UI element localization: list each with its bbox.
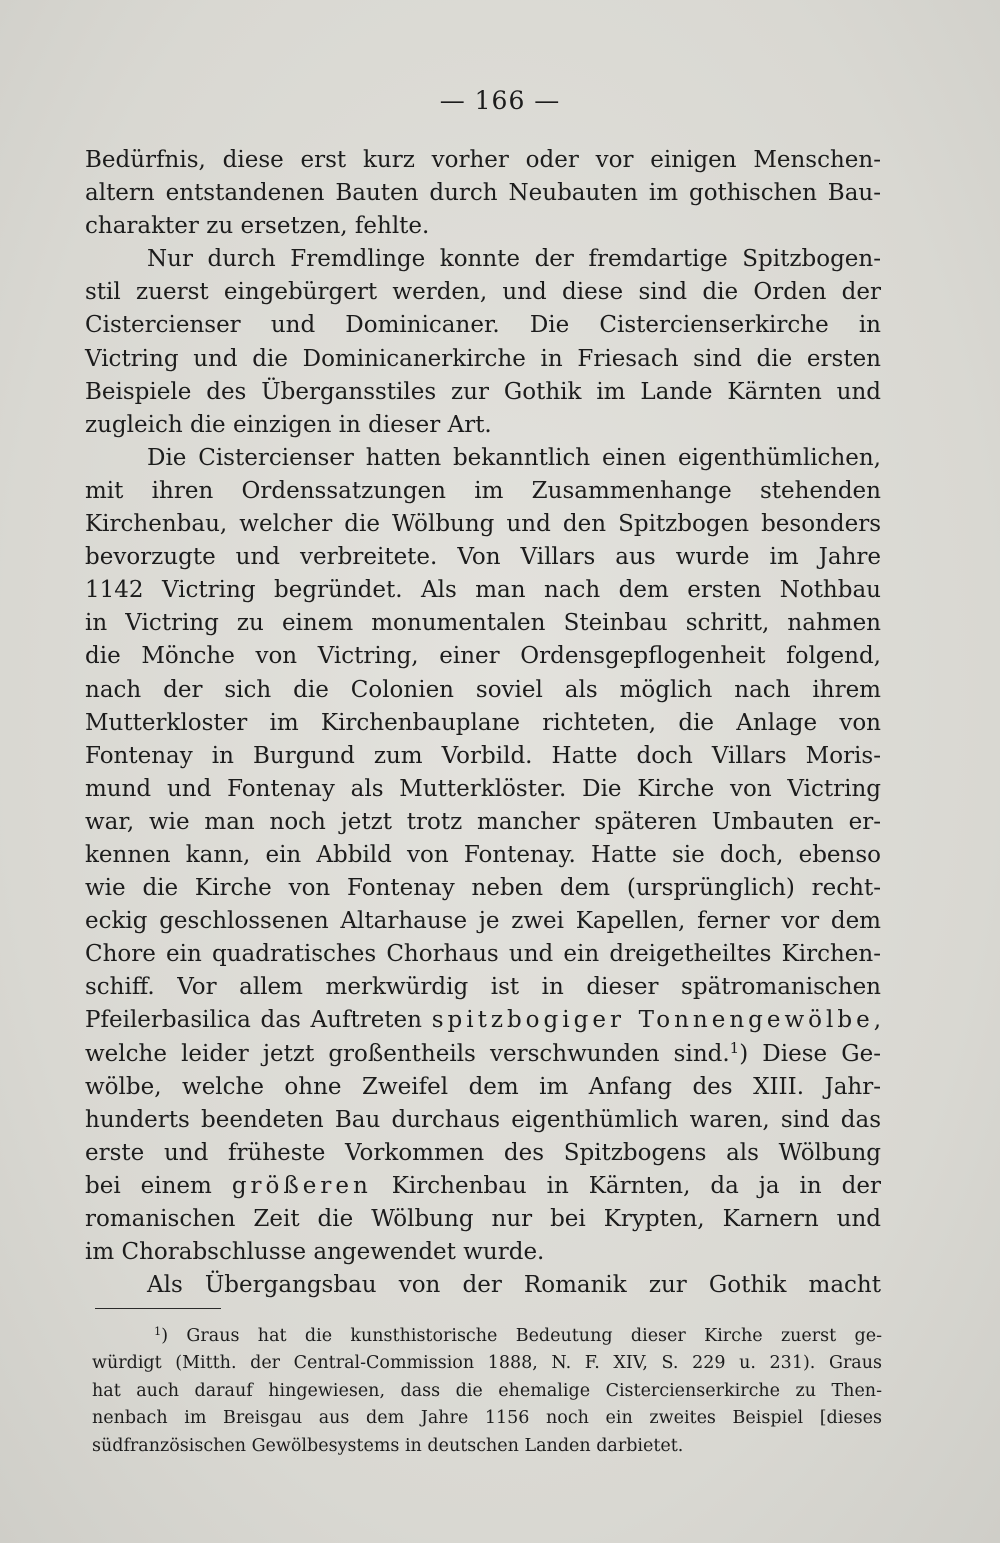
text-line: erste und früheste Vorkommen des Spitzbogens als Wölbung <box>85 1139 881 1166</box>
emphasized-text: größeren <box>231 1172 372 1199</box>
footnote-line: nenbach im Breisgau aus dem Jahre 1156 noch ein zweites Beispiel [dieses <box>92 1408 882 1429</box>
text-line: Die Cistercienser hatten bekanntlich einen eigenthümlichen, <box>147 444 881 471</box>
text-line: stil zuerst eingebürgert werden, und diese sind die Orden der <box>85 279 881 306</box>
text-segment: ) Graus hat die kunsthistorische Bedeutung dieser Kirche zuerst ge- <box>161 1326 882 1346</box>
emphasized-text: spitzbogiger Tonnengewölbe <box>431 1007 874 1034</box>
text-line <box>85 1004 881 1037</box>
page-number: — 166 — <box>439 86 561 115</box>
text-line: romanischen Zeit die Wölbung nur bei Krypten, Karnern und <box>85 1206 881 1232</box>
text-line: wie die Kirche von Fontenay neben dem (ursprünglich) recht- <box>85 875 881 902</box>
text-line: 1142 Victring begründet. Als man nach dem ersten Nothbau <box>85 577 881 604</box>
footnote-divider <box>95 1308 221 1309</box>
text-line: Fontenay in Burgund zum Vorbild. Hatte doch Villars Moris- <box>85 742 881 769</box>
text-line: nach der sich die Colonien soviel als möglich nach ihrem <box>85 676 881 703</box>
text-segment: Pfeilerbasilica das Auftreten <box>85 1007 432 1034</box>
text-line: Als Übergangsbau von der Romanik zur Gothik macht <box>147 1272 881 1299</box>
footnote-line <box>92 1323 882 1350</box>
text-line: schiff. Vor allem merkwürdig ist in dieser spätromanischen <box>85 974 881 1001</box>
text-line: mund und Fontenay als Mutterklöster. Die Kirche von Victring <box>85 775 881 802</box>
text-line: eckig geschlossenen Altarhause je zwei Kapellen, ferner vor dem <box>85 908 881 935</box>
footnote-line: hat auch darauf hingewiesen, dass die ehemalige Cistercienserkirche zu Then- <box>92 1380 882 1401</box>
text-segment: bei einem <box>85 1172 232 1199</box>
footnote <box>92 1323 882 1460</box>
text-line: die Mönche von Victring, einer Ordensgepflogenheit folgend, <box>85 643 881 670</box>
text-segment: Kirchenbau in Kärnten, da ja in der <box>371 1172 881 1199</box>
footnote-marker: 1 <box>154 1323 162 1338</box>
text-line: hunderts beendeten Bau durchaus eigenthümlich waren, sind das <box>85 1106 881 1133</box>
text-line: mit ihren Ordenssatzungen im Zusammenhange stehenden <box>85 477 881 504</box>
text-line: in Victring zu einem monumentalen Steinbau schritt, nahmen <box>85 610 881 637</box>
footnote-reference: 1 <box>729 1038 740 1057</box>
text-line: im Chorabschlusse angewendet wurde. <box>85 1239 545 1266</box>
text-line: Cistercienser und Dominicaner. Die Cistercienserkirche in <box>85 312 881 339</box>
text-line <box>85 1170 881 1203</box>
text-line: kennen kann, ein Abbild von Fontenay. Hatte sie doch, ebenso <box>85 841 881 868</box>
text-line <box>85 1038 881 1071</box>
text-line: Nur durch Fremdlinge konnte der fremdartige Spitzbogen- <box>147 246 881 273</box>
text-line: Kirchenbau, welcher die Wölbung und den Spitzbogen besonders <box>85 511 881 538</box>
text-line: Chore ein quadratisches Chorhaus und ein dreigetheiltes Kirchen- <box>85 941 881 968</box>
text-line: bevorzugte und verbreitete. Von Villars aus wurde im Jahre <box>85 544 881 571</box>
footnote-line: würdigt (Mitth. der Central-Commission 1888, N. F. XIV, S. 229 u. 231). Graus <box>92 1353 882 1374</box>
footnote-line: südfranzösischen Gewölbesystems in deutschen Landen darbietet. <box>92 1435 684 1456</box>
text-line: Bedürfnis, diese erst kurz vorher oder vor einigen Menschen- <box>85 147 881 173</box>
text-line: altern entstandenen Bauten durch Neubauten im gothischen Bau- <box>85 180 881 207</box>
text-line: wölbe, welche ohne Zweifel dem im Anfang des XIII. Jahr- <box>85 1073 881 1100</box>
text-line: Mutterkloster im Kirchenbauplane richteten, die Anlage von <box>85 709 881 736</box>
text-line: zugleich die einzigen in dieser Art. <box>85 411 492 438</box>
body-text <box>85 144 881 1302</box>
text-segment: ) Diese Ge- <box>739 1040 881 1067</box>
text-line: Beispiele des Übergansstiles zur Gothik im Lande Kärnten und <box>85 378 881 405</box>
text-line: Victring und die Dominicanerkirche in Friesach sind die ersten <box>85 345 881 372</box>
text-line: charakter zu ersetzen, fehlte. <box>85 213 430 240</box>
text-segment: welche leider jetzt großentheils verschwunden sind. <box>85 1040 730 1067</box>
text-line: war, wie man noch jetzt trotz mancher späteren Umbauten er- <box>85 808 881 835</box>
text-segment: , <box>873 1007 881 1034</box>
